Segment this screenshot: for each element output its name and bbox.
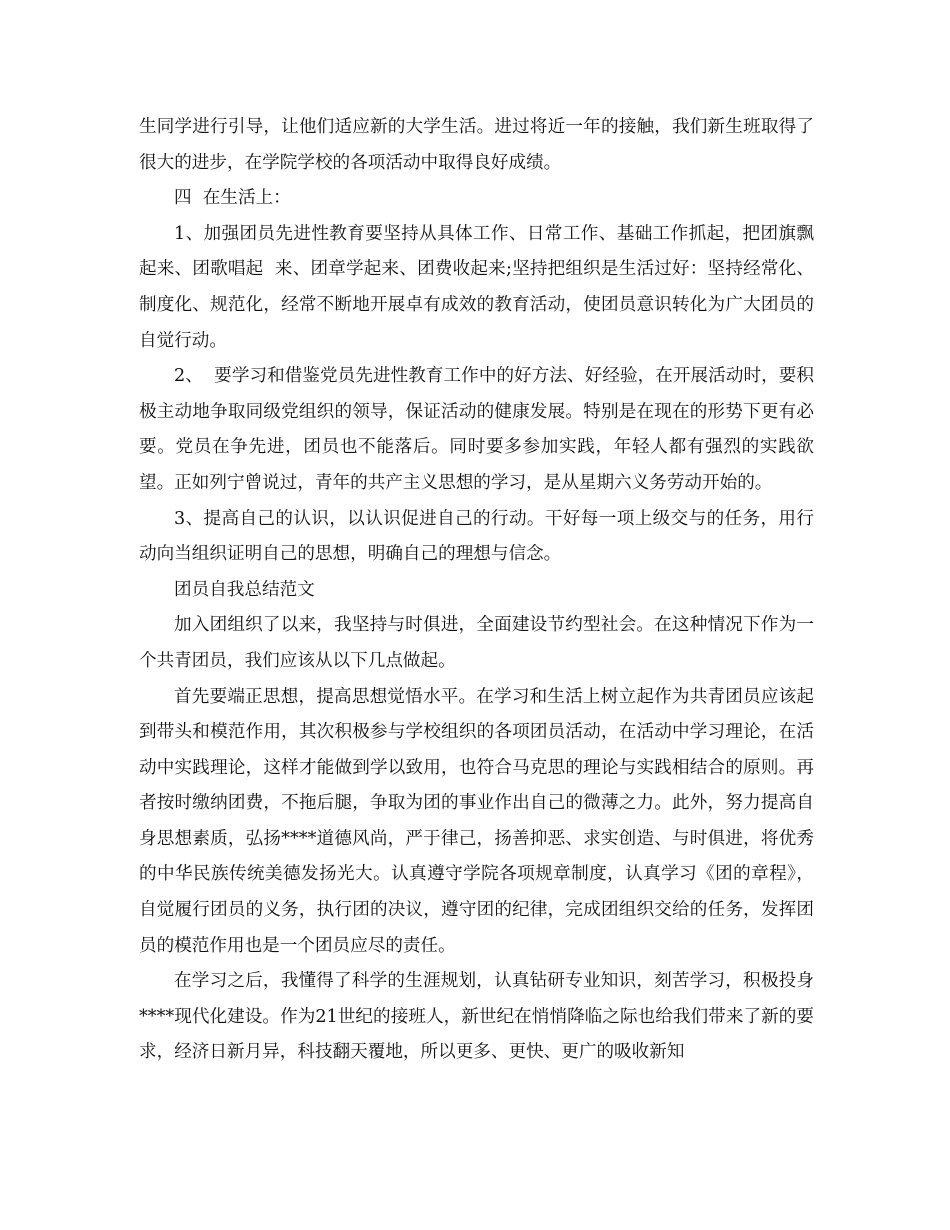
paragraph-item-1: 1、加强团员先进性教育要坚持从具体工作、日常工作、基础工作抓起，把团旗飘起来、团歌唱起 来、团章学起来、团费收起来;坚持把组织是生活过好：坚持经常化、制度化、规范化，经常不断地开展卓有成效的教育活动，使团员意识转化为广大团员的自觉行动。 (139, 223, 814, 351)
paragraph-item-3: 3、提高自己的认识，以认识促进自己的行动。干好每一项上级交与的任务，用行动向当组织证明自己的思想，明确自己的理想与信念。 (139, 508, 814, 565)
paragraph-first: 首先要端正思想，提高思想觉悟水平。在学习和生活上树立起作为共青团员应该起到带头和模范作用，其次积极参与学校组织的各项团员活动，在活动中学习理论，在活动中实践理论，这样才能做到学以致用，也符合马克思的理论与实践相结合的原则。再者按时缴纳团费，不拖后腿，争取为团的事业作出自己的微薄之力。此外，努力提高自身思想素质，弘扬****道德风尚，严于律己，扬善抑恶、求实创造、与时俱进，将优秀的中华民族传统美德发扬光大。认真遵守学院各项规章制度，认真学习《团的章程》，自觉履行团员的义务，执行团的决议，遵守团的纪律，完成团组织交给的任务，发挥团员的模范作用也是一个团员应尽的责任。 (139, 686, 814, 956)
paragraph-intro: 加入团组织了以来，我坚持与时俱进，全面建设节约型社会。在这种情况下作为一个共青团员，我们应该从以下几点做起。 (139, 615, 814, 671)
document-body (139, 110, 814, 1071)
section-title-summary: 团员自我总结范文 (174, 579, 315, 600)
paragraph-continuation: 生同学进行引导，让他们适应新的大学生活。进过将近一年的接触，我们新生班取得了很大的进步，在学院学校的各项活动中取得良好成绩。 (139, 117, 814, 173)
section-heading-life: 四 在生活上： (174, 188, 291, 209)
paragraph-study: 在学习之后，我懂得了科学的生涯规划，认真钻研专业知识，刻苦学习，积极投身****现代化建设。作为21世纪的接班人，新世纪在悄悄降临之际也给我们带来了新的要求，经济日新月异，科技翻天覆地，所以更多、更快、更广的吸收新知 (139, 971, 814, 1063)
paragraph-item-2: 2、 要学习和借鉴党员先进性教育工作中的好方法、好经验，在开展活动时，要积极主动地争取同级党组织的领导，保证活动的健康发展。特别是在现在的形势下更有必要。党员在争先进，团员也不能落后。同时要多参加实践，年轻人都有强烈的实践欲望。正如列宁曾说过，青年的共产主义思想的学习，是从星期六义务劳动开始的。 (139, 366, 814, 493)
